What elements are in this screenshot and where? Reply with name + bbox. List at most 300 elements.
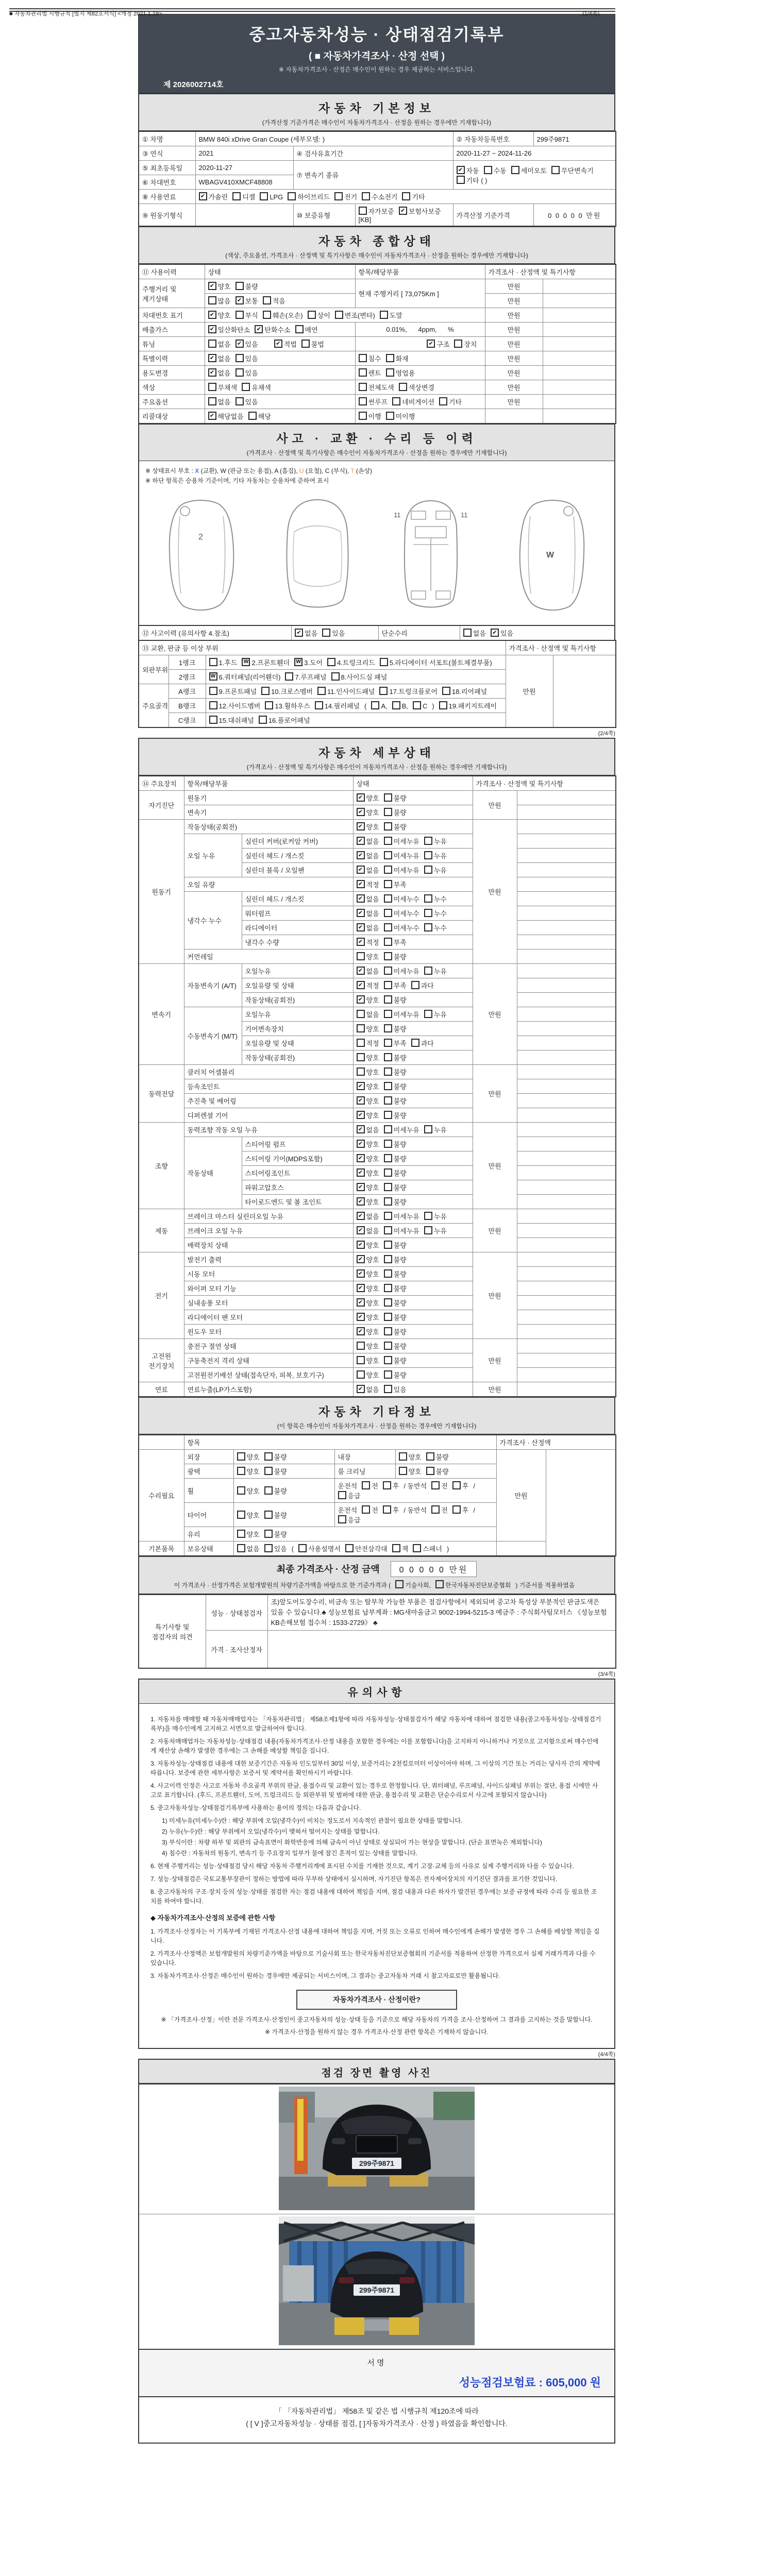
checkbox-icon bbox=[384, 909, 392, 917]
checkbox-empty bbox=[384, 1154, 407, 1163]
checkbox-icon bbox=[424, 894, 432, 903]
option-boxes bbox=[205, 395, 355, 409]
legend-segment: (요철), bbox=[304, 467, 325, 474]
car-name-value: BMW 840i xDrive Gran Coupe (세부모델: ) bbox=[195, 131, 453, 146]
checkbox-label: 양호 bbox=[246, 1531, 260, 1538]
item-label: 변속기 bbox=[184, 805, 353, 820]
checkbox-icon: ✔ bbox=[357, 1385, 365, 1393]
mileage-state-1 bbox=[205, 279, 355, 294]
section-overall-title: 자동차 종합상태 bbox=[318, 234, 435, 248]
checkbox-label: 응급 bbox=[347, 1516, 361, 1524]
section-etc-header bbox=[138, 1397, 615, 1434]
checkbox-empty bbox=[260, 192, 283, 201]
checkbox-label: 양호 bbox=[366, 1170, 379, 1177]
checkbox-empty bbox=[236, 353, 258, 363]
checkbox-empty bbox=[384, 807, 407, 817]
price-option-title: ( ■ 자동차가격조사 · 산정 선택 ) bbox=[308, 51, 445, 62]
checkbox-label: 양호 bbox=[366, 1256, 379, 1264]
checkbox-icon: ✔ bbox=[357, 793, 365, 802]
checkbox-label: 침수 bbox=[368, 355, 381, 363]
checkbox-empty bbox=[384, 865, 419, 875]
checkbox-checked bbox=[295, 628, 317, 638]
final-price-label: 최종 가격조사 · 산정 금액 bbox=[276, 1564, 380, 1574]
car-diagram-top bbox=[271, 496, 364, 614]
checkbox-empty bbox=[384, 1269, 407, 1279]
checkbox-icon: ✔ bbox=[357, 1298, 365, 1307]
checkbox-empty bbox=[359, 206, 394, 216]
remark-cell bbox=[517, 1180, 616, 1195]
checkbox-label: 누수 bbox=[433, 924, 447, 932]
checkbox-icon bbox=[359, 207, 367, 215]
notice-line: 3. 자동차성능·상태점검 내용에 대한 보증기간은 자동차 인도일부터 30일 이상, 보증거리는 2천킬로미터 이상이어야 하며, 그 이상의 기간 또는 거리는 당사자 간의 계약에 따릅니다. 보증에 관한 세부사항은 보증서 및 계약서를 확인하시기 바랍니다. bbox=[150, 1760, 600, 1777]
checkbox-checked bbox=[357, 980, 379, 990]
checkbox-label: 있음 bbox=[274, 1545, 287, 1553]
checkbox-icon bbox=[315, 701, 323, 709]
checkbox-empty bbox=[236, 368, 258, 378]
checkbox-checked bbox=[357, 937, 379, 947]
checkbox-label: 불량 bbox=[393, 823, 407, 831]
remark-cell bbox=[517, 1108, 616, 1123]
rankA-boxes bbox=[206, 684, 506, 699]
checkbox-label: 양호 bbox=[366, 1242, 379, 1249]
remark-cell bbox=[517, 906, 616, 921]
checkbox-icon: ✔ bbox=[357, 923, 365, 931]
table-row bbox=[139, 1353, 616, 1368]
checkbox-checked bbox=[357, 1182, 379, 1192]
checkbox-checked bbox=[357, 1240, 379, 1250]
state-boxes bbox=[353, 906, 473, 921]
checkbox-empty bbox=[285, 672, 326, 682]
checkbox-icon bbox=[384, 938, 392, 946]
plain-text bbox=[338, 1481, 358, 1490]
checkbox-label: 미세누유 bbox=[393, 852, 419, 860]
page-marker-4: (4/4쪽) bbox=[598, 2051, 615, 2058]
photo-cell-rear bbox=[139, 2214, 615, 2349]
notice-body bbox=[138, 1704, 615, 2049]
tire-positions bbox=[334, 1503, 496, 1527]
checkbox-label: 구조 bbox=[436, 341, 450, 348]
checkbox-label: 9.프론트패널 bbox=[219, 688, 257, 696]
state-boxes bbox=[353, 805, 473, 820]
checkbox-icon: ✔ bbox=[357, 808, 365, 816]
first-reg-label: ⑤ 최초등록일 bbox=[139, 161, 195, 175]
checkbox-label: 부식 bbox=[245, 312, 258, 319]
legend-segment: U bbox=[299, 467, 304, 474]
col-device: ⑭ 주요장치 bbox=[139, 776, 184, 791]
rank2-label: 2랭크 bbox=[169, 670, 206, 684]
checkbox-icon bbox=[384, 967, 392, 975]
price-cell: 만원 bbox=[485, 294, 543, 308]
appraiser-opinion bbox=[267, 1631, 616, 1669]
record-document bbox=[138, 14, 615, 2444]
checkbox-icon bbox=[264, 1467, 273, 1475]
checkbox-label: 11.인사이드패널 bbox=[327, 688, 375, 696]
price-cell: 만원 bbox=[473, 820, 517, 964]
checkbox-label: B, bbox=[401, 702, 408, 710]
checkbox-empty bbox=[264, 1452, 287, 1462]
checkbox-empty bbox=[384, 1110, 407, 1120]
checkbox-icon: ✔ bbox=[357, 1197, 365, 1206]
table-row bbox=[139, 892, 616, 906]
table-row bbox=[139, 351, 616, 366]
checkbox-icon: ✔ bbox=[357, 1154, 365, 1162]
checkbox-icon bbox=[288, 192, 296, 200]
checkbox-icon bbox=[392, 397, 400, 405]
checkbox-icon bbox=[454, 340, 462, 348]
simple-repair-label: 단순수리 bbox=[378, 625, 460, 640]
checkbox-label: 기술사회, bbox=[405, 1582, 431, 1589]
checkbox-empty bbox=[431, 1505, 448, 1515]
remark-cell bbox=[517, 1209, 616, 1224]
checkbox-label: 일산화탄소 bbox=[217, 326, 250, 334]
checkbox-icon bbox=[362, 192, 370, 200]
checkbox-icon bbox=[209, 701, 217, 709]
checkbox-label: 불량 bbox=[393, 1112, 407, 1120]
checkbox-empty bbox=[384, 1312, 407, 1322]
checkbox-label: 19.패키지트레이 bbox=[448, 702, 497, 710]
checkbox-label: 없음 bbox=[305, 630, 318, 637]
checkbox-label: 전 bbox=[441, 1482, 448, 1490]
table-row bbox=[139, 190, 616, 204]
option-label: 주요옵션 bbox=[139, 395, 205, 409]
section-overall-sub: (색상, 주요옵션, 가격조사 · 산정액 및 특기사항은 매수인이 자동차가격조사 · 산정을 원하는 경우에만 기재합니다) bbox=[225, 252, 528, 259]
checkbox-icon bbox=[264, 1530, 273, 1538]
item-label: 충전구 절연 상태 bbox=[184, 1339, 353, 1353]
checkbox-empty bbox=[435, 1580, 511, 1589]
remark-cell bbox=[517, 1036, 616, 1050]
checkbox-empty bbox=[424, 836, 447, 846]
checkbox-label: 누유 bbox=[433, 1227, 447, 1235]
checkbox-empty bbox=[384, 1009, 419, 1019]
checkbox-checked bbox=[357, 1125, 379, 1134]
checkbox-icon: ✔ bbox=[357, 1168, 365, 1177]
checkbox-checked bbox=[236, 339, 258, 349]
checkbox-empty bbox=[209, 657, 238, 667]
checkbox-label: 보통 bbox=[245, 297, 258, 305]
checkbox-label: 양호 bbox=[366, 1184, 379, 1192]
remark-cell bbox=[517, 1325, 616, 1339]
accident-history-table bbox=[138, 625, 615, 641]
checkbox-label: 17.트렁크플로어 bbox=[389, 688, 438, 696]
checkbox-icon bbox=[431, 1481, 440, 1489]
checkbox-label: 불량 bbox=[393, 1097, 407, 1105]
remark-cell bbox=[517, 849, 616, 863]
checkbox-checked bbox=[357, 1269, 379, 1279]
price-cell: 만원 bbox=[485, 351, 543, 366]
checkbox-label: 기타 bbox=[448, 398, 462, 406]
item-label: 실린더 커버(로커암 커버) bbox=[242, 834, 353, 849]
checkbox-label: 해당없음 bbox=[217, 413, 244, 420]
checkbox-label: 불량 bbox=[393, 1141, 407, 1148]
checkbox-empty bbox=[359, 397, 388, 406]
base-price-label: 가격산정 기준가격 bbox=[453, 204, 533, 227]
checkbox-empty bbox=[439, 397, 462, 406]
checkbox-label: 2.프론트휀더 bbox=[251, 659, 290, 667]
checkbox-label: 부족 bbox=[393, 1040, 407, 1047]
item-label: 시동 모터 bbox=[184, 1267, 353, 1281]
checkbox-label: 양호 bbox=[366, 1141, 379, 1148]
checkbox-icon bbox=[413, 1544, 421, 1552]
checkbox-label: 불량 bbox=[393, 1198, 407, 1206]
checkbox-empty bbox=[384, 923, 419, 933]
remark-cell bbox=[517, 1238, 616, 1252]
checkbox-empty bbox=[384, 1240, 407, 1250]
checkbox-icon bbox=[384, 1269, 392, 1278]
checkbox-empty bbox=[399, 382, 434, 392]
remark-cell bbox=[517, 1007, 616, 1022]
checkbox-label: 불량 bbox=[393, 1343, 407, 1350]
item-label: 오일누유 bbox=[242, 964, 353, 978]
checkbox-empty bbox=[384, 1327, 407, 1336]
checkbox-label: 불량 bbox=[274, 1511, 287, 1519]
table-row bbox=[139, 409, 616, 424]
checkbox-label: ) bbox=[446, 1545, 449, 1553]
checkbox-empty bbox=[439, 701, 497, 710]
checkbox-label: 양호 bbox=[366, 1054, 379, 1062]
checkbox-label: 안전삼각대 bbox=[355, 1545, 388, 1553]
checkbox-icon bbox=[384, 1284, 392, 1292]
checkbox-icon: ✔ bbox=[357, 938, 365, 946]
checkbox-empty bbox=[232, 192, 255, 201]
checkbox-label: 양호 bbox=[366, 1328, 379, 1336]
checkbox-icon bbox=[452, 1481, 461, 1489]
polish-boxes bbox=[233, 1464, 334, 1479]
table-row bbox=[139, 279, 616, 294]
checkbox-empty bbox=[452, 1505, 469, 1515]
checkbox-icon bbox=[384, 1125, 392, 1133]
table-row bbox=[139, 395, 616, 409]
table-row bbox=[139, 161, 616, 175]
checkbox-icon bbox=[384, 1154, 392, 1162]
item-label: 실린더 헤드 / 개스킷 bbox=[242, 849, 353, 863]
remark-cell bbox=[517, 993, 616, 1007]
state-boxes bbox=[353, 1050, 473, 1065]
checkbox-icon bbox=[384, 851, 392, 859]
signature-block bbox=[138, 2350, 615, 2397]
checkbox-label: 양호 bbox=[366, 823, 379, 831]
final-price-row bbox=[142, 1561, 611, 1577]
checkbox-label: 있음 bbox=[245, 341, 258, 348]
table-row bbox=[139, 655, 616, 670]
checkbox-label: 보험사보증 bbox=[408, 208, 441, 215]
year-label: ③ 연식 bbox=[139, 146, 195, 161]
checkbox-label: 15.대쉬패널 bbox=[219, 717, 254, 724]
table-row bbox=[139, 131, 616, 146]
table-row bbox=[139, 1108, 616, 1123]
special-history-boxes bbox=[205, 351, 355, 366]
legend-segment: (손상) bbox=[354, 467, 373, 474]
checkbox-label: 부족 bbox=[393, 982, 407, 990]
checkbox-empty bbox=[384, 851, 419, 860]
remark-cell bbox=[517, 1123, 616, 1137]
state-boxes bbox=[353, 1108, 473, 1123]
checkbox-label: 후 bbox=[462, 1506, 469, 1514]
checkbox-icon bbox=[260, 192, 268, 200]
checkbox-label: ) bbox=[432, 702, 434, 710]
checkbox-empty bbox=[380, 657, 492, 667]
table-row bbox=[139, 366, 616, 380]
checkbox-checked bbox=[199, 192, 228, 201]
checkbox-empty bbox=[386, 353, 409, 363]
checkbox-label: 미세누유 bbox=[393, 1227, 419, 1235]
checkbox-label: 양호 bbox=[246, 1511, 260, 1519]
checkbox-empty bbox=[384, 966, 419, 976]
color-boxes bbox=[205, 380, 355, 395]
price-cell: 만원 bbox=[473, 1339, 517, 1382]
panel-mark-axle-right: 11 bbox=[460, 511, 468, 519]
checkbox-empty bbox=[357, 1370, 379, 1380]
checkbox-empty bbox=[384, 1384, 407, 1394]
checkbox-icon: ✔ bbox=[357, 1269, 365, 1278]
checkbox-label: 불량 bbox=[393, 1357, 407, 1365]
notice-line: ◆ 자동차가격조사·산정의 보증에 관한 사항 bbox=[150, 1914, 276, 1922]
checkbox-empty bbox=[452, 1481, 469, 1490]
plain-text bbox=[359, 216, 372, 224]
checkbox-label: 스패너 bbox=[423, 1545, 442, 1553]
checkbox-label: 양호 bbox=[366, 1069, 379, 1076]
checkbox-icon bbox=[208, 397, 216, 405]
remark-cell bbox=[543, 337, 616, 351]
usage-change-boxes bbox=[205, 366, 355, 380]
remark-cell bbox=[517, 1296, 616, 1310]
checkbox-label: 양호 bbox=[366, 1155, 379, 1163]
checkbox-icon: ✔ bbox=[357, 880, 365, 888]
plain-text bbox=[292, 1545, 294, 1553]
checkbox-checked bbox=[357, 851, 379, 860]
table-row bbox=[139, 2084, 615, 2214]
vin-value: WBAGV410XMCF48808 bbox=[195, 175, 293, 190]
rankB-boxes bbox=[206, 699, 506, 713]
wheel-positions bbox=[334, 1479, 496, 1503]
price-cell: 만원 bbox=[485, 380, 543, 395]
state-boxes bbox=[353, 1368, 473, 1382]
notice-line: 2. 자동차매매업자는 자동차성능·상태점검 내용(자동차가격조사·산정 내용을 포함한 경우에는 이를 포함합니다)을 고지하지 아니하거나 거짓으로 고지함으로써 매수인에게 재산상 손해가 발생한 경우에는 그 손해를 배상할 책임을 집니다. bbox=[150, 1738, 599, 1755]
remark-cell bbox=[517, 1151, 616, 1166]
checkbox-icon bbox=[327, 658, 335, 666]
etc-info-table bbox=[138, 1434, 616, 1556]
checkbox-icon: ✔ bbox=[357, 837, 365, 845]
section-etc-sub: (이 항목은 매수인이 자동차가격조사 · 산정을 원하는 경우에만 기재합니다) bbox=[277, 1422, 477, 1430]
checkbox-empty bbox=[261, 686, 313, 696]
item-label: 동력조향 작동 오일 누유 bbox=[184, 1123, 353, 1137]
checkbox-empty bbox=[424, 1226, 447, 1235]
checkbox-icon bbox=[362, 1481, 370, 1489]
state-boxes bbox=[353, 1065, 473, 1079]
accident-history-boxes bbox=[292, 625, 378, 640]
section-detail-sub: (가격조사 · 산정액 및 특기사항은 매수인이 자동차가격조사 · 산정을 원하는 경우에만 기재합니다) bbox=[246, 764, 507, 771]
checkbox-label: 16.플로어패널 bbox=[268, 717, 310, 724]
notice-line: 6. 현재 주행거리는 성능·상태점검 당시 해당 자동차 주행거리계에 표시된 수치를 기재한 것으로, 계기 고장·교체 등의 사유로 실제 주행거리와 다를 수 있습니다. bbox=[150, 1862, 574, 1870]
item-label: 오일 유량 bbox=[184, 877, 353, 892]
checkbox-empty bbox=[384, 995, 407, 1005]
checkbox-icon: ✔ bbox=[208, 282, 216, 290]
checkbox-label: 전 bbox=[372, 1482, 378, 1490]
checkbox-label: 불량 bbox=[393, 1184, 407, 1192]
checkbox-label: 없음 bbox=[366, 924, 379, 932]
table-header-row bbox=[139, 264, 616, 279]
checkbox-icon: ✔ bbox=[274, 340, 282, 348]
checkbox-icon: ✔ bbox=[399, 207, 407, 215]
checkbox-empty bbox=[263, 296, 285, 306]
state-boxes bbox=[353, 863, 473, 877]
checkbox-label: 과다 bbox=[421, 982, 434, 990]
tuning-state bbox=[208, 341, 263, 348]
table-row bbox=[139, 834, 616, 849]
checkbox-empty bbox=[335, 310, 375, 320]
fuel-label: ⑧ 사용연료 bbox=[139, 190, 195, 204]
tire-boxes bbox=[233, 1503, 334, 1527]
checkbox-empty bbox=[384, 1341, 407, 1351]
state-boxes bbox=[353, 1224, 473, 1238]
section-basic-header bbox=[138, 93, 615, 131]
table-row bbox=[139, 2214, 615, 2349]
checkbox-icon bbox=[402, 192, 410, 200]
checkbox-label: 후 bbox=[462, 1482, 469, 1490]
checkbox-label: 4.트렁크리드 bbox=[337, 659, 375, 667]
item-label: 연료누출(LP가스포함) bbox=[184, 1382, 353, 1397]
etc-spacer bbox=[139, 1435, 184, 1450]
checkbox-checked bbox=[357, 1283, 379, 1293]
checkbox-icon bbox=[384, 995, 392, 1004]
table-row bbox=[139, 1339, 616, 1353]
checkbox-empty bbox=[426, 1452, 449, 1462]
remark-cell bbox=[517, 863, 616, 877]
table-row bbox=[139, 1065, 616, 1079]
exchange-panel-table bbox=[138, 640, 616, 728]
remark-cell bbox=[517, 1094, 616, 1108]
plain-text bbox=[174, 1581, 391, 1589]
checkbox-empty bbox=[384, 952, 407, 961]
section-accident-header bbox=[138, 423, 615, 461]
checkbox-icon: ✔ bbox=[357, 822, 365, 831]
inspection-photo-rear bbox=[279, 2216, 475, 2345]
table-row bbox=[139, 337, 616, 351]
checkbox-label: 불량 bbox=[393, 1285, 407, 1293]
checkbox-checked bbox=[357, 995, 379, 1005]
checkbox-label: 불량 bbox=[393, 1328, 407, 1336]
checkbox-checked bbox=[357, 908, 379, 918]
checkbox-label: / 동반석 bbox=[404, 1482, 427, 1490]
checkbox-empty bbox=[384, 1139, 407, 1149]
price-option-note: ※ 자동차가격조사 · 산정은 매수인이 원하는 경우 제공하는 서비스입니다. bbox=[278, 66, 475, 73]
checkbox-empty bbox=[454, 339, 477, 349]
exterior-boxes bbox=[233, 1450, 334, 1464]
state-boxes bbox=[353, 1151, 473, 1166]
price-cell: 만원 bbox=[473, 1209, 517, 1252]
wheel-label: 휠 bbox=[184, 1479, 233, 1503]
item-label: 기어변속장치 bbox=[242, 1022, 353, 1036]
checkbox-icon bbox=[457, 176, 465, 184]
checkbox-label: 양호 bbox=[366, 1083, 379, 1091]
checkbox-empty bbox=[264, 1529, 287, 1539]
state-boxes bbox=[353, 1022, 473, 1036]
table-row bbox=[139, 820, 616, 834]
checkbox-label: 미세누수 bbox=[393, 895, 419, 903]
checkbox-label: 불량 bbox=[393, 1025, 407, 1033]
checkbox-icon bbox=[435, 1580, 444, 1588]
table-row bbox=[139, 1310, 616, 1325]
inspection-photo-front bbox=[279, 2087, 475, 2210]
item-label: 타이로드엔드 및 볼 조인트 bbox=[242, 1195, 353, 1209]
state-boxes bbox=[353, 1296, 473, 1310]
plain-text bbox=[364, 702, 366, 710]
remark-cell bbox=[517, 1339, 616, 1353]
checkbox-icon bbox=[359, 412, 367, 420]
notice-lines bbox=[150, 1715, 603, 1980]
checkbox-checked bbox=[357, 1255, 379, 1264]
checkbox-checked bbox=[357, 793, 379, 803]
table-row bbox=[139, 877, 616, 892]
